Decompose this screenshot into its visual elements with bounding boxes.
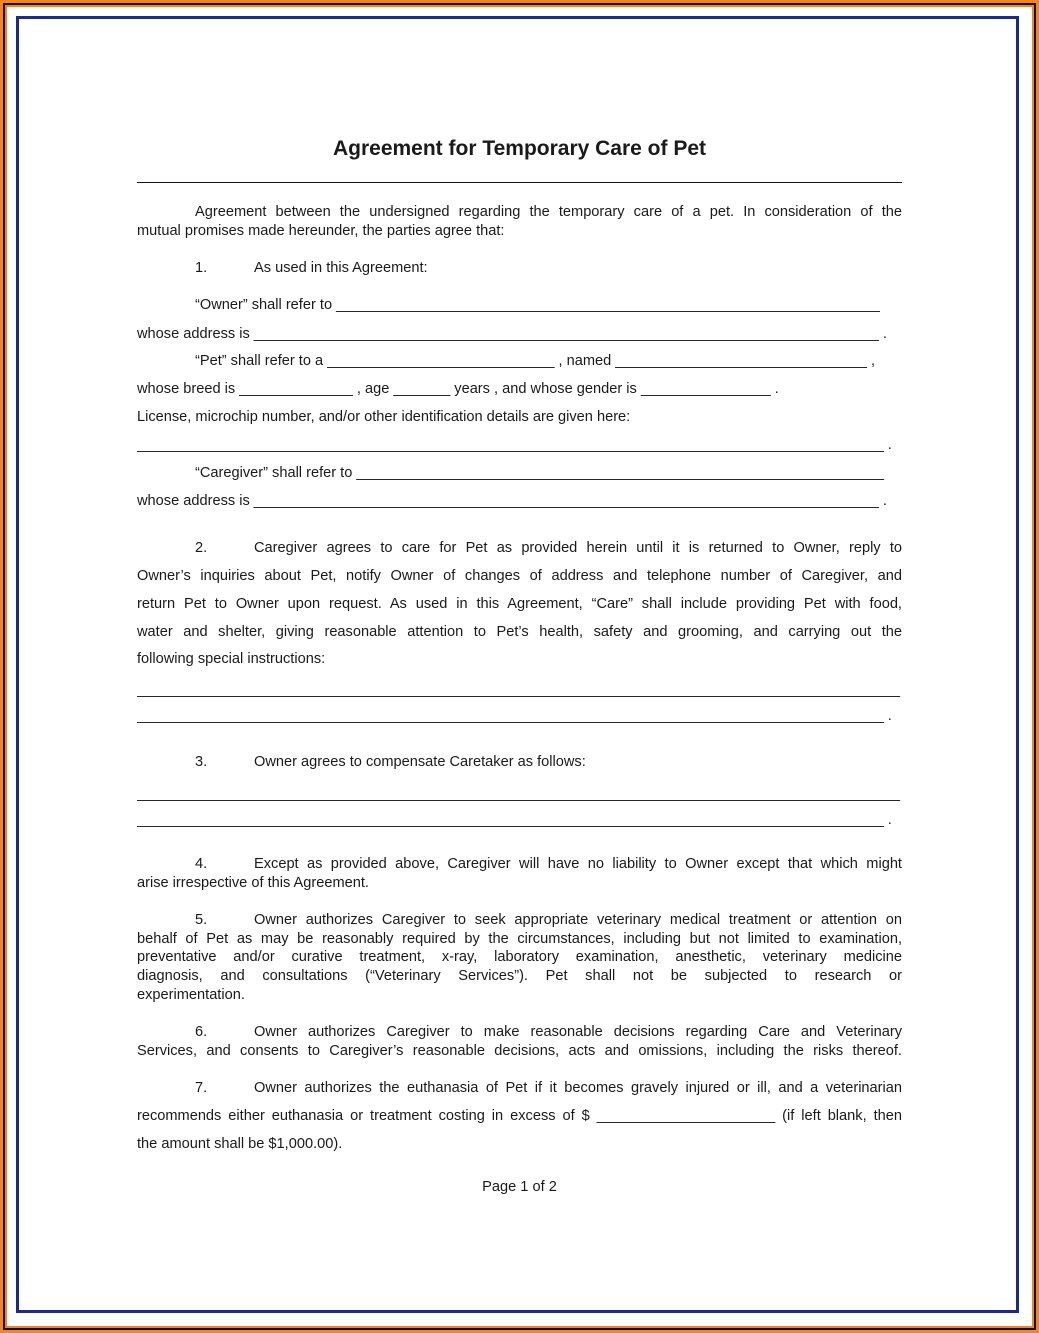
- line-text: ______________________________________________________________________________________________: [137, 682, 900, 698]
- text-line: [137, 811, 902, 829]
- line-text: As used in this Agreement:: [254, 260, 428, 276]
- text-line: [137, 1079, 902, 1097]
- line-text: whose address is _____________________________________________________________________________ .: [137, 326, 887, 342]
- text-line: [137, 259, 902, 277]
- text-line: [137, 436, 902, 454]
- text-line: [137, 1042, 902, 1060]
- text-line: [137, 785, 902, 803]
- line-text: whose address is _____________________________________________________________________________ .: [137, 493, 887, 509]
- text-line: [137, 707, 902, 725]
- line-text: Owner’s inquiries about Pet, notify Owner of changes of address and telephone number of Caregiver, and: [137, 568, 902, 584]
- text-line: [137, 930, 902, 948]
- line-text: Caregiver agrees to care for Pet as provided herein until it is returned to Owner, reply to: [254, 540, 902, 556]
- text-line: [137, 492, 902, 510]
- line-text: following special instructions:: [137, 651, 326, 667]
- section-number: 3.: [195, 754, 208, 770]
- line-text: experimentation.: [137, 987, 245, 1003]
- text-line: [137, 986, 902, 1004]
- text-line: [137, 539, 902, 557]
- line-text: recommends either euthanasia or treatment costing in excess of $ ______________________ (if left blank, then: [137, 1108, 902, 1124]
- section-number: 2.: [195, 540, 208, 556]
- text-line: [137, 222, 902, 240]
- section-number: 5.: [195, 912, 208, 928]
- line-text: water and shelter, giving reasonable attention to Pet’s health, safety and grooming, and carrying out the: [137, 624, 902, 640]
- line-text: the amount shall be $1,000.00).: [137, 1136, 343, 1152]
- line-text: mutual promises made hereunder, the parties agree that:: [137, 223, 505, 239]
- text-line: [137, 753, 902, 771]
- line-text: preventative and/or curative treatment, x-ray, laboratory examination, anesthetic, veterinary medicine: [137, 949, 902, 965]
- line-text: return Pet to Owner upon request. As used in this Agreement, “Care” shall include providing Pet with food,: [137, 596, 902, 612]
- text-line: [137, 296, 902, 314]
- document-title: Agreement for Temporary Care of Pet: [332, 137, 707, 160]
- text-line: [137, 948, 902, 966]
- text-line: [137, 325, 902, 343]
- text-line: [137, 1107, 902, 1125]
- text-line: [137, 911, 902, 929]
- line-text: Agreement between the undersigned regarding the temporary care of a pet. In consideration of the: [195, 204, 902, 220]
- line-text: License, microchip number, and/or other identification details are given here:: [137, 409, 631, 425]
- line-text: Services, and consents to Caregiver’s reasonable decisions, acts and omissions, including the risks thereof.: [137, 1043, 902, 1059]
- line-text: “Pet” shall refer to a ____________________________ , named _______________________________ ,: [195, 353, 876, 369]
- line-text: ____________________________________________________________________________________________ .: [137, 812, 892, 828]
- line-text: whose breed is ______________ , age _______ years , and whose gender is ________________ .: [137, 381, 779, 397]
- title-rule: [137, 182, 902, 183]
- section-number: 1.: [195, 260, 208, 276]
- line-text: ____________________________________________________________________________________________ .: [137, 437, 892, 453]
- line-text: ______________________________________________________________________________________________: [137, 786, 900, 802]
- text-line: [137, 595, 902, 613]
- text-line: [137, 380, 902, 398]
- line-text: arise irrespective of this Agreement.: [137, 875, 369, 891]
- text-line: [137, 567, 902, 585]
- line-text: behalf of Pet as may be reasonably required by the circumstances, including but not limited to examination,: [137, 931, 902, 947]
- text-line: [137, 464, 902, 482]
- text-line: [137, 1135, 902, 1153]
- line-text: Owner authorizes the euthanasia of Pet if it becomes gravely injured or ill, and a veterinarian: [254, 1080, 902, 1096]
- line-text: Owner authorizes Caregiver to seek appropriate veterinary medical treatment or attention on: [254, 912, 902, 928]
- section-number: 6.: [195, 1024, 208, 1040]
- line-text: “Caregiver” shall refer to _________________________________________________________________: [195, 465, 884, 481]
- text-line: [137, 855, 902, 873]
- line-text: ____________________________________________________________________________________________ .: [137, 708, 892, 724]
- text-line: [137, 623, 902, 641]
- text-line: [137, 1023, 902, 1041]
- text-line: [137, 408, 902, 426]
- page-number: Page 1 of 2: [482, 1179, 557, 1195]
- text-line: [137, 874, 902, 892]
- line-text: diagnosis, and consultations (“Veterinary Services”). Pet shall not be subjected to research or: [137, 968, 902, 984]
- line-text: Owner authorizes Caregiver to make reasonable decisions regarding Care and Veterinary: [254, 1024, 902, 1040]
- text-line: [137, 681, 902, 699]
- text-line: [137, 352, 902, 370]
- section-number: 7.: [195, 1080, 208, 1096]
- line-text: Owner agrees to compensate Caretaker as follows:: [254, 754, 586, 770]
- text-line: [137, 203, 902, 221]
- text-line: [137, 967, 902, 985]
- section-number: 4.: [195, 856, 208, 872]
- text-line: [137, 650, 902, 668]
- line-text: Except as provided above, Caregiver will have no liability to Owner except that which might: [254, 856, 902, 872]
- line-text: “Owner” shall refer to ___________________________________________________________________: [195, 297, 880, 313]
